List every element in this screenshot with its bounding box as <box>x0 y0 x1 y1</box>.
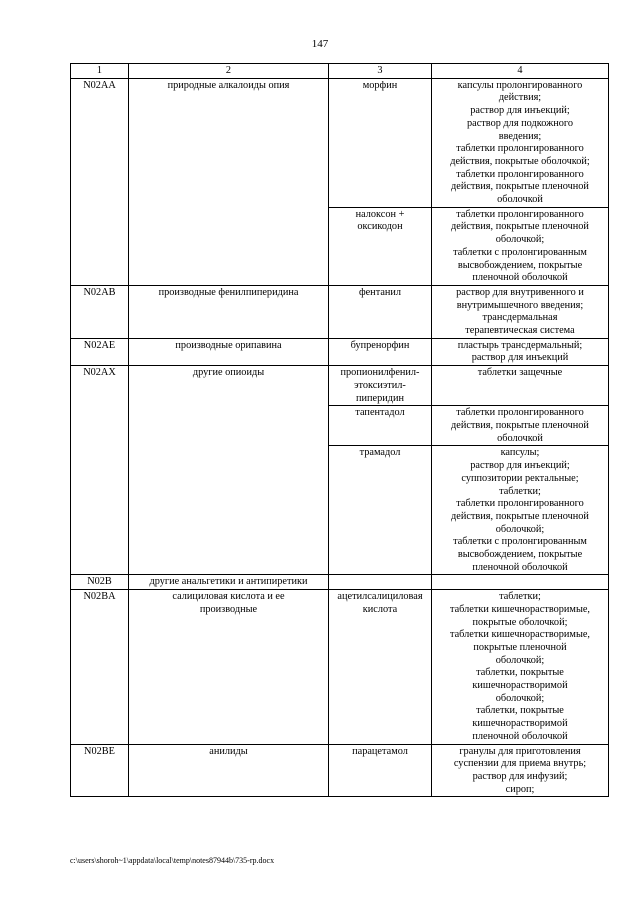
form-line: таблетки кишечнорастворимые, <box>449 629 591 641</box>
form-line: суппозитории ректальные; <box>461 472 579 484</box>
form-line: таблетки, покрытые <box>476 667 564 679</box>
form-line: таблетки защечные <box>477 367 563 379</box>
form-line: оболочкой <box>497 194 543 206</box>
group-name: другие анальгетики и антипиретики <box>129 575 329 590</box>
drug-name: бупренорфин <box>329 338 432 365</box>
table-row <box>71 285 609 338</box>
drug-line: оксикодон <box>357 221 403 233</box>
drug-name <box>329 366 432 406</box>
atc-code: N02AB <box>71 285 129 338</box>
table-row <box>71 575 609 590</box>
drug-line: этоксиэтил- <box>354 379 406 391</box>
form-line: покрытые пленочной <box>473 641 567 653</box>
table-row <box>71 744 609 797</box>
form-line: высвобождением, покрытые <box>457 259 583 271</box>
form-line: действия, покрытые пленочной <box>451 510 589 522</box>
form-line: таблетки с пролонгированным <box>453 246 587 258</box>
drug-name: парацетамол <box>329 744 432 797</box>
atc-code: N02BE <box>71 744 129 797</box>
atc-code: N02BA <box>71 590 129 744</box>
form-line: раствор для подкожного <box>466 117 573 129</box>
form-line: кишечнорастворимой <box>472 680 568 692</box>
file-path-footer: c:\users\shoroh~1\appdata\local\temp\notes87944b\735-rp.docx <box>70 856 275 865</box>
form-line: действия, покрытые пленочной <box>451 419 589 431</box>
form-line: сироп; <box>505 783 535 795</box>
form-line: высвобождением, покрытые <box>457 549 583 561</box>
form-line: пленочной оболочкой <box>472 561 568 573</box>
form-line: таблетки пролонгированного <box>456 498 584 510</box>
drug-name <box>329 207 432 285</box>
form-line: трансдермальная <box>482 312 558 324</box>
form-line: оболочкой <box>497 432 543 444</box>
form-line: пленочной оболочкой <box>472 272 568 284</box>
form-line: таблетки пролонгированного <box>456 143 584 155</box>
drug-line: кислота <box>362 603 398 615</box>
form-line: внутримышечного введения; <box>456 299 584 311</box>
dosage-forms <box>432 338 609 365</box>
form-line: таблетки кишечнорастворимые, <box>449 603 591 615</box>
group-name: природные алкалоиды опия <box>129 78 329 285</box>
dosage-forms <box>432 207 609 285</box>
form-line: таблетки пролонгированного <box>456 168 584 180</box>
dosage-forms <box>432 285 609 338</box>
table-row <box>71 338 609 365</box>
form-line: действия; <box>498 92 542 104</box>
table-row <box>71 590 609 744</box>
atc-code: N02AE <box>71 338 129 365</box>
form-line: раствор для инъекций <box>471 352 569 364</box>
drug-table <box>70 63 609 797</box>
drug-line: пиперидин <box>355 392 405 404</box>
form-line: действия, покрытые оболочкой; <box>450 155 590 167</box>
form-line: оболочкой; <box>495 654 545 666</box>
form-line: оболочкой; <box>495 523 545 535</box>
form-line: введения; <box>498 130 542 142</box>
atc-code: N02AX <box>71 366 129 575</box>
form-line: раствор для инъекций; <box>470 105 570 117</box>
drug-name: морфин <box>329 78 432 207</box>
form-line: кишечнорастворимой <box>472 718 568 730</box>
form-line: гранулы для приготовления <box>459 745 581 757</box>
form-line: раствор для внутривенного и <box>456 286 584 298</box>
header-cell: 1 <box>71 64 129 79</box>
form-line: капсулы; <box>500 447 540 459</box>
drug-name: тапентадол <box>329 406 432 446</box>
form-line: таблетки, покрытые <box>476 705 564 717</box>
dosage-forms <box>432 406 609 446</box>
dosage-forms <box>432 590 609 744</box>
drug-line: налоксон + <box>355 208 405 220</box>
form-line: действия, покрытые пленочной <box>451 181 589 193</box>
form-line: терапевтическая система <box>465 325 575 337</box>
drug-name: фентанил <box>329 285 432 338</box>
form-line: действия, покрытые пленочной <box>451 221 589 233</box>
drug-name <box>329 575 432 590</box>
group-name: анилиды <box>129 744 329 797</box>
drug-name <box>329 590 432 744</box>
form-line: покрытые оболочкой; <box>472 616 568 628</box>
form-line: оболочкой; <box>495 234 545 246</box>
atc-code: N02AA <box>71 78 129 285</box>
form-line: пленочной оболочкой <box>472 730 568 742</box>
form-line: раствор для инфузий; <box>472 770 568 782</box>
table-row <box>71 366 609 406</box>
form-line: суспензии для приема внутрь; <box>453 758 587 770</box>
dosage-forms <box>432 446 609 575</box>
dosage-forms <box>432 366 609 406</box>
dosage-forms <box>432 575 609 590</box>
form-line: таблетки; <box>499 485 541 497</box>
dosage-forms <box>432 78 609 207</box>
group-name: другие опиоиды <box>129 366 329 575</box>
group-name: производные орипавина <box>129 338 329 365</box>
form-line: таблетки пролонгированного <box>456 208 584 220</box>
atc-code: N02B <box>71 575 129 590</box>
drug-line: пропионилфенил- <box>340 367 420 379</box>
header-cell: 3 <box>329 64 432 79</box>
form-line: таблетки; <box>499 591 541 603</box>
form-line: пластырь трансдермальный; <box>457 339 583 351</box>
form-line: раствор для инъекций; <box>470 460 570 472</box>
form-line: таблетки пролонгированного <box>456 407 584 419</box>
page-number: 147 <box>311 38 329 50</box>
header-cell: 2 <box>129 64 329 79</box>
group-line: салициловая кислота и ее <box>172 591 285 603</box>
drug-name: трамадол <box>329 446 432 575</box>
group-name <box>129 590 329 744</box>
group-line: производные <box>199 603 258 615</box>
form-line: капсулы пролонгированного <box>457 79 583 91</box>
drug-line: ацетилсалициловая <box>337 591 423 603</box>
header-cell: 4 <box>432 64 609 79</box>
table-header-row <box>71 64 609 79</box>
dosage-forms <box>432 744 609 797</box>
table-row <box>71 78 609 207</box>
form-line: оболочкой; <box>495 692 545 704</box>
form-line: таблетки с пролонгированным <box>453 536 587 548</box>
group-name: производные фенилпиперидина <box>129 285 329 338</box>
